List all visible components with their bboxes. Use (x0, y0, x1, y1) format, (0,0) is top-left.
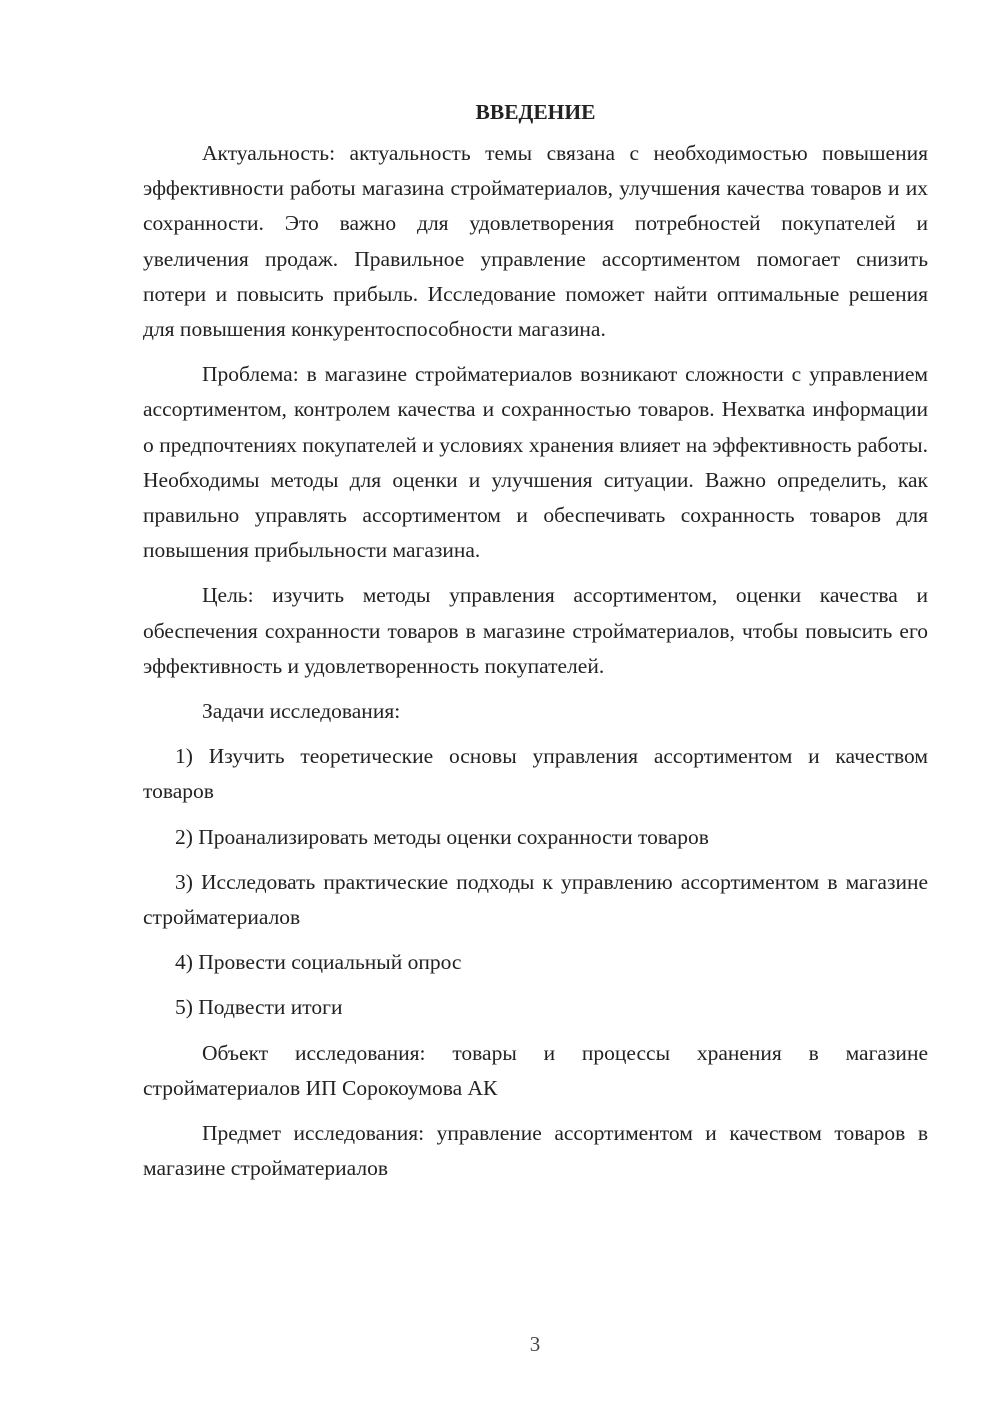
object-paragraph: Объект исследования: товары и процессы хранения в магазине стройматериалов ИП Сорокоумова АК (143, 1040, 928, 1100)
task-item-3: 3) Исследовать практические подходы к управлению ассортиментом в магазине стройматериалов (143, 869, 928, 930)
task-item-5: 5) Подвести итоги (175, 995, 343, 1020)
page-number: 3 (529, 1332, 541, 1356)
document-page (143, 96, 928, 1196)
task-item-1: 1) Изучить теоретические основы управления ассортиментом и качеством товаров (143, 744, 928, 804)
task-item-2: 2) Проанализировать методы оценки сохранности товаров (175, 824, 709, 849)
goal-paragraph: Цель: изучить методы управления ассортиментом, оценки качества и обеспечения сохранности товаров в магазине стройматериалов, чтобы повысить его эффективность и удовлетворенность покупателей. (143, 583, 928, 678)
subject-paragraph: Предмет исследования: управление ассортиментом и качеством товаров в магазине стройматериалов (143, 1121, 928, 1181)
problem-paragraph: Проблема: в магазине стройматериалов возникают сложности с управлением ассортиментом, контролем качества и сохранностью товаров. Нехватка информации о предпочтениях покупателей и условиях хранения влияет на эффективность работы. Необходимы методы для оценки и улучшения ситуации. Важно определить, как правильно управлять ассортиментом и обеспечивать сохранность товаров для повышения прибыльности магазина. (143, 362, 928, 563)
tasks-heading: Задачи исследования: (202, 699, 401, 724)
task-item-4: 4) Провести социальный опрос (175, 950, 462, 975)
page-title: ВВЕДЕНИЕ (475, 100, 596, 124)
relevance-paragraph: Актуальность: актуальность темы связана с необходимостью повышения эффективности работы магазина стройматериалов, улучшения качества товаров и их сохранности. Это важно для удовлетворения потребностей покупателей и увеличения продаж. Правильное управление ассортиментом помогает снизить потери и повысить прибыль. Исследование поможет найти оптимальные решения для повышения конкурентоспособности магазина. (143, 141, 928, 342)
